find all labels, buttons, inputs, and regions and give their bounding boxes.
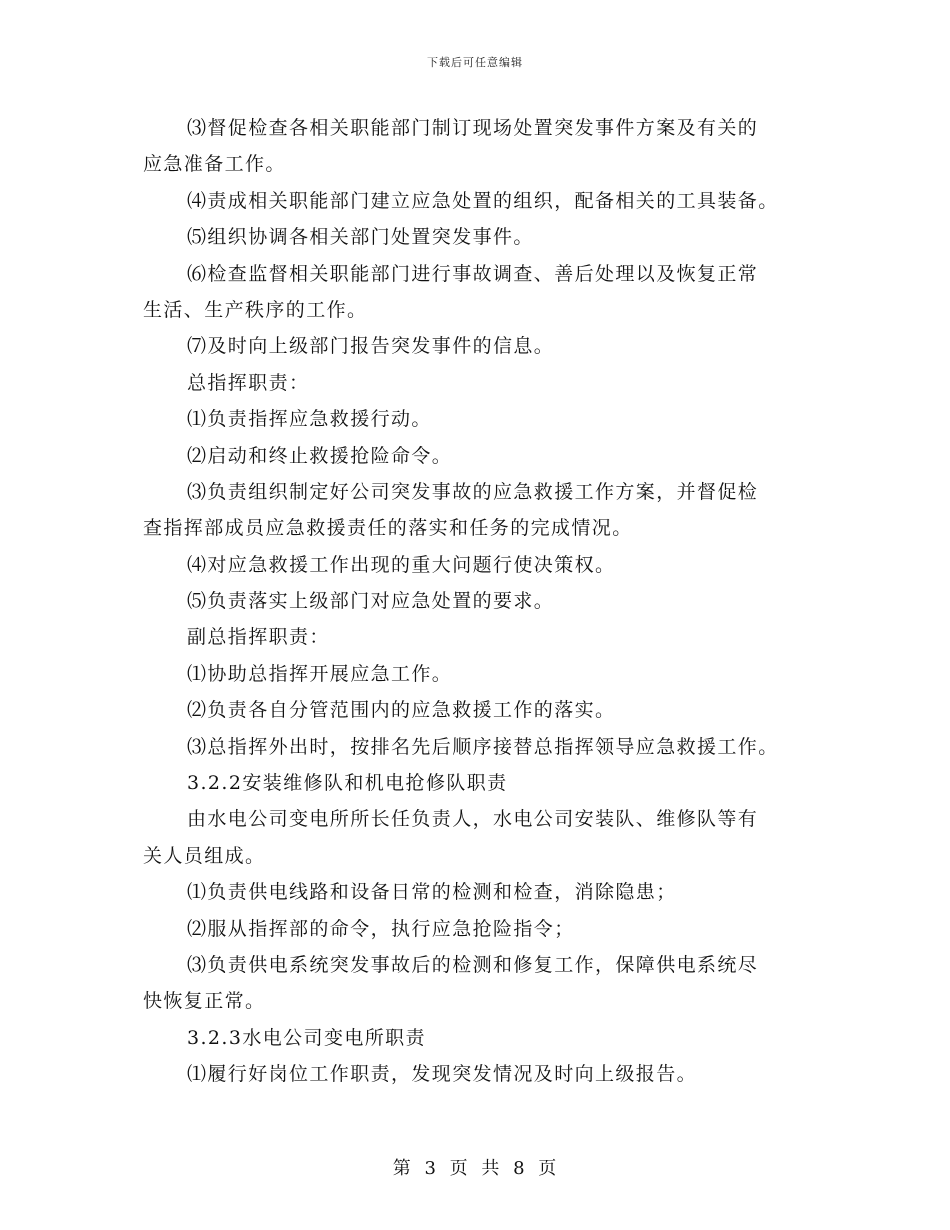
paragraph-line: ⑸组织协调各相关部门处置突发事件。 — [187, 226, 534, 249]
paragraph-line: 关人员组成。 — [143, 844, 266, 867]
paragraph-line: 应急准备工作。 — [143, 153, 286, 176]
paragraph-line: ⑶负责组织制定好公司突发事故的应急救援工作方案，并督促检 — [187, 480, 759, 503]
paragraph-line: ⑶负责供电系统突发事故后的检测和修复工作，保障供电系统尽 — [187, 953, 759, 976]
paragraph-line: 快恢复正常。 — [143, 990, 266, 1013]
paragraph-line: ⑺及时向上级部门报告突发事件的信息。 — [187, 335, 555, 358]
paragraph-line: ⑵服从指挥部的命令，执行应急抢险指令； — [187, 917, 575, 940]
paragraph-line: ⑹检查监督相关职能部门进行事故调查、善后处理以及恢复正常 — [187, 262, 759, 285]
page-footer — [0, 1154, 950, 1180]
footer-total-pages: 8 — [513, 1158, 526, 1179]
section-heading: 3.2.3水电公司变电所职责 — [187, 1026, 426, 1049]
footer-page-number: 3 — [424, 1158, 437, 1179]
paragraph-line: ⑵负责各自分管范围内的应急救援工作的落实。 — [187, 699, 616, 722]
paragraph-line: 由水电公司变电所所长任负责人，水电公司安装队、维修队等有 — [187, 808, 759, 831]
paragraph-line: ⑴履行好岗位工作职责，发现突发情况及时向上级报告。 — [187, 1063, 698, 1086]
paragraph-line: ⑴负责指挥应急救援行动。 — [187, 408, 432, 431]
section-heading: 3.2.2安装维修队和机电抢修队职责 — [187, 772, 508, 795]
paragraph-line: ⑷对应急救援工作出现的重大问题行使决策权。 — [187, 553, 616, 576]
paragraph-line: ⑶督促检查各相关职能部门制订现场处置突发事件方案及有关的 — [187, 117, 759, 139]
section-heading: 副总指挥职责： — [187, 626, 330, 649]
page-header: 下载后可任意编辑 — [427, 56, 523, 69]
paragraph-line: ⑷责成相关职能部门建立应急处置的组织，配备相关的工具装备。 — [187, 189, 779, 212]
paragraph-line: 查指挥部成员应急救援责任的落实和任务的完成情况。 — [143, 517, 633, 540]
footer-gong: 共 — [481, 1158, 501, 1179]
paragraph-line: 生活、生产秩序的工作。 — [143, 298, 368, 321]
footer-di: 第 — [392, 1158, 412, 1179]
paragraph-line: ⑶总指挥外出时，按排名先后顺序接替总指挥领导应急救援工作。 — [187, 735, 779, 758]
section-heading: 总指挥职责： — [187, 371, 310, 394]
paragraph-line: ⑵启动和终止救援抢险命令。 — [187, 444, 453, 467]
paragraph-line: ⑴负责供电线路和设备日常的检测和检查，消除隐患； — [187, 881, 677, 904]
document-body — [143, 110, 813, 1093]
footer-ye: 页 — [538, 1158, 558, 1179]
paragraph-line: ⑸负责落实上级部门对应急处置的要求。 — [187, 590, 555, 613]
footer-ye: 页 — [449, 1158, 469, 1179]
paragraph-line: ⑴协助总指挥开展应急工作。 — [187, 662, 453, 685]
